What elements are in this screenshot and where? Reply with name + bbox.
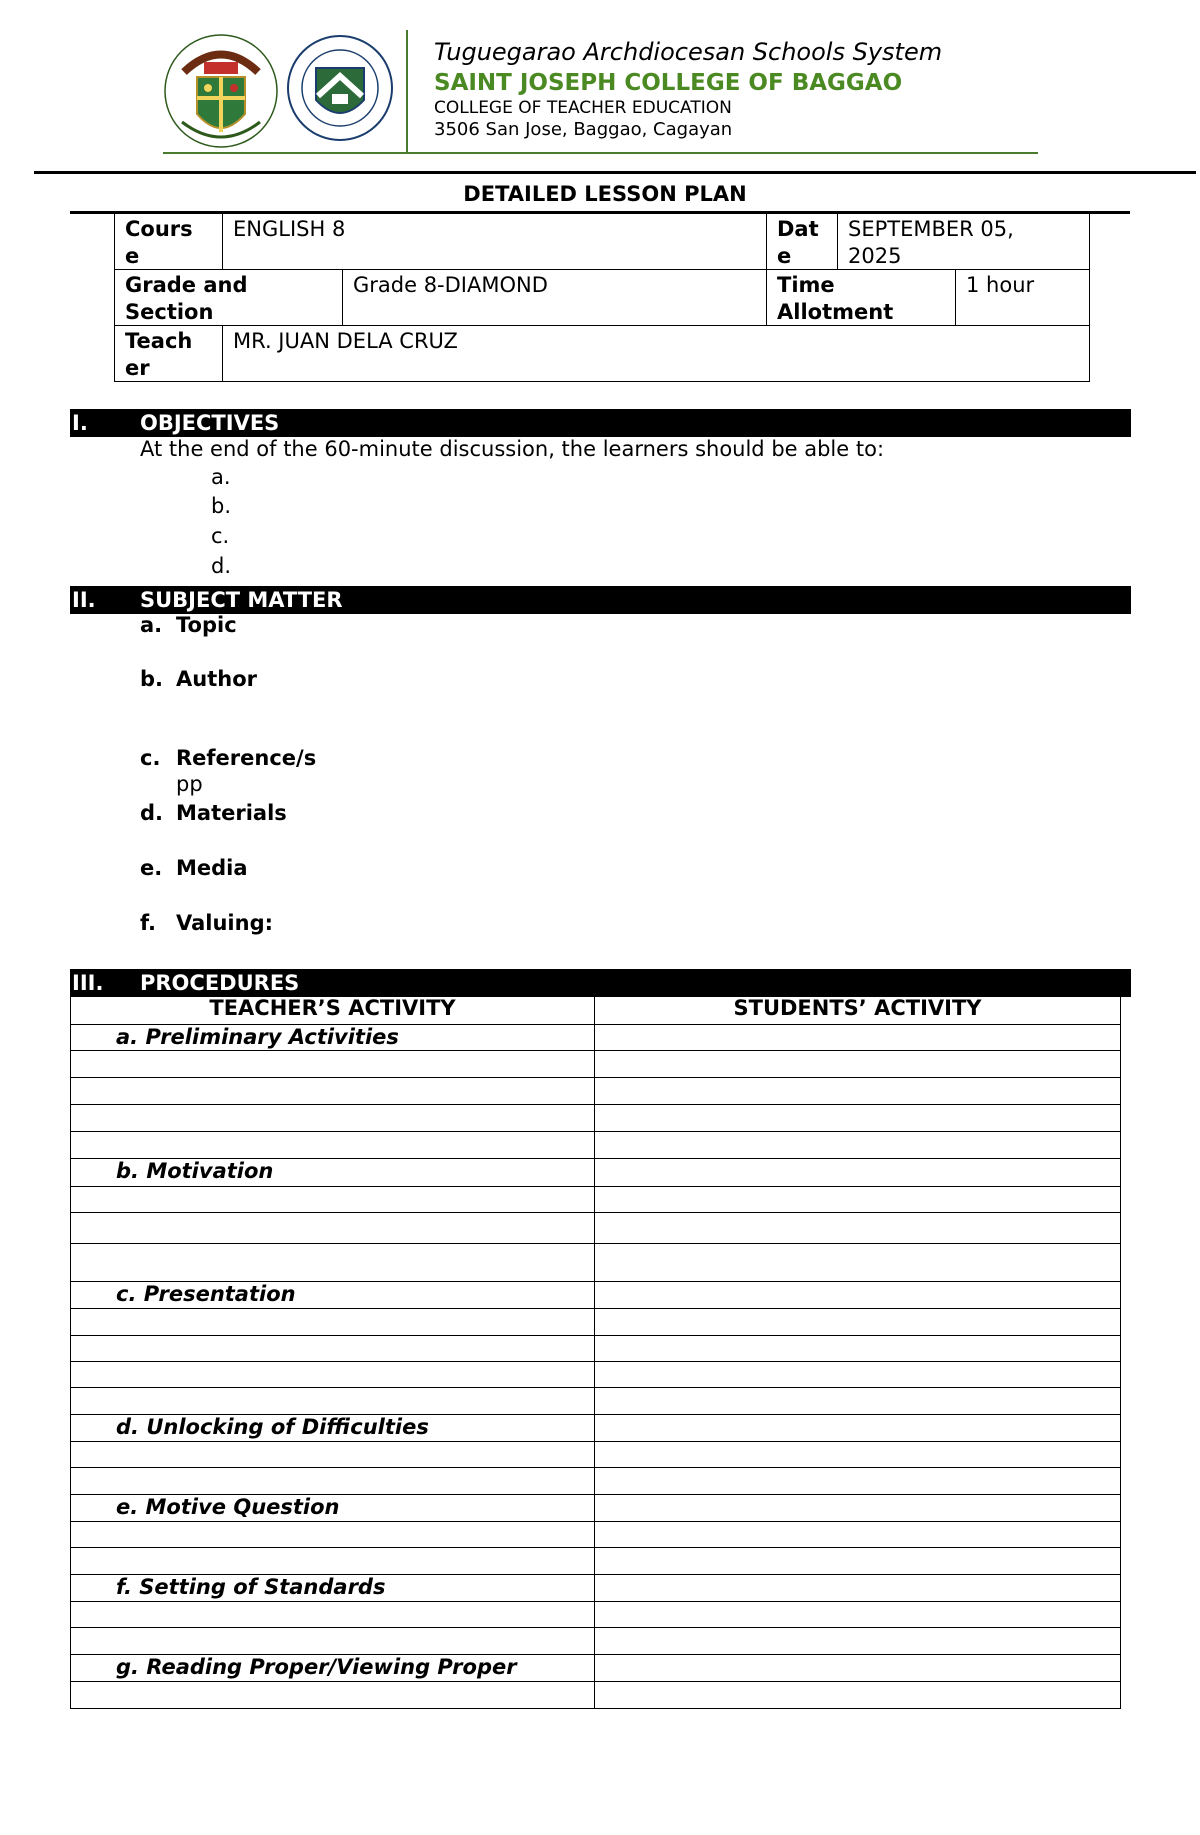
date-label: Dat e	[766, 213, 838, 270]
table-row	[71, 1522, 1121, 1548]
time-allotment-label: Time Allotment	[766, 269, 956, 326]
document-title: DETAILED LESSON PLAN	[463, 182, 747, 206]
left-logo	[162, 32, 280, 150]
table-row	[71, 1309, 1121, 1336]
teacher-cell[interactable]	[71, 1187, 595, 1213]
subject-matter-heading: SUBJECT MATTER	[140, 588, 343, 612]
teacher-cell[interactable]	[71, 1602, 595, 1628]
materials-label: d. Materials	[140, 801, 287, 825]
references-label: c. Reference/s	[140, 746, 317, 770]
time-allotment-value: 1 hour	[955, 269, 1090, 326]
procedures-heading-bar	[70, 969, 1131, 997]
teacher-activity-header: TEACHER’S ACTIVITY	[71, 996, 595, 1025]
table-row	[71, 1132, 1121, 1159]
student-cell[interactable]	[595, 1415, 1121, 1442]
table-row	[71, 1282, 1121, 1309]
table-row	[71, 1548, 1121, 1575]
school-system-name: Tuguegarao Archdiocesan Schools System	[434, 38, 943, 66]
teacher-cell[interactable]	[71, 1078, 595, 1105]
teacher-cell[interactable]	[71, 1336, 595, 1362]
student-cell[interactable]	[595, 1025, 1121, 1051]
table-row	[71, 1336, 1121, 1362]
course-value: ENGLISH 8	[222, 213, 767, 270]
subject-matter-heading-bar	[70, 586, 1131, 614]
student-cell[interactable]	[595, 1442, 1121, 1468]
college-address: 3506 San Jose, Baggao, Cagayan	[434, 119, 733, 140]
college-seal-icon	[286, 34, 394, 142]
date-value: SEPTEMBER 05, 2025	[837, 213, 1090, 270]
student-cell[interactable]	[595, 1468, 1121, 1495]
table-row	[71, 1415, 1121, 1442]
grade-section-label: Grade and Section	[114, 269, 343, 326]
table-row	[71, 1025, 1121, 1051]
table-row	[71, 1213, 1121, 1244]
teacher-value: MR. JUAN DELA CRUZ	[222, 325, 1090, 382]
teacher-cell[interactable]	[71, 1213, 595, 1244]
grade-section-value: Grade 8-DIAMOND	[342, 269, 767, 326]
teacher-cell[interactable]	[71, 1548, 595, 1575]
table-row	[71, 1105, 1121, 1132]
author-label: b. Author	[140, 667, 257, 691]
media-label: e. Media	[140, 856, 248, 880]
procedures-table	[70, 995, 1121, 1709]
procedures-header-row	[71, 996, 1121, 1025]
table-row	[71, 1187, 1121, 1213]
student-cell[interactable]	[595, 1655, 1121, 1682]
teacher-cell[interactable]	[71, 1682, 595, 1709]
teacher-cell[interactable]	[71, 1522, 595, 1548]
student-cell[interactable]	[595, 1336, 1121, 1362]
table-row	[71, 1575, 1121, 1602]
procedures-heading: PROCEDURES	[140, 971, 300, 995]
references-pages-note: pp	[176, 772, 203, 796]
table-row	[71, 1468, 1121, 1495]
procedures-number: III.	[72, 971, 104, 995]
student-cell[interactable]	[595, 1132, 1121, 1159]
student-cell[interactable]	[595, 1309, 1121, 1336]
step-unlocking-of-difficulties: d. Unlocking of Difficulties	[71, 1415, 595, 1442]
step-presentation: c. Presentation	[71, 1282, 595, 1309]
teacher-cell[interactable]	[71, 1362, 595, 1388]
student-cell[interactable]	[595, 1575, 1121, 1602]
student-cell[interactable]	[595, 1105, 1121, 1132]
teacher-cell[interactable]	[71, 1105, 595, 1132]
table-row	[71, 1078, 1121, 1105]
student-cell[interactable]	[595, 1602, 1121, 1628]
student-cell[interactable]	[595, 1159, 1121, 1187]
student-cell[interactable]	[595, 1078, 1121, 1105]
teacher-cell[interactable]	[71, 1132, 595, 1159]
table-row	[71, 1244, 1121, 1282]
step-motive-question: e. Motive Question	[71, 1495, 595, 1522]
objectives-intro: At the end of the 60-minute discussion, the learners should be able to:	[140, 437, 885, 461]
student-cell[interactable]	[595, 1388, 1121, 1415]
student-cell[interactable]	[595, 1628, 1121, 1655]
teacher-cell[interactable]	[71, 1442, 595, 1468]
header-black-rule	[34, 171, 1196, 174]
objectives-heading: OBJECTIVES	[140, 411, 280, 435]
table-row	[71, 1628, 1121, 1655]
right-logo	[286, 34, 394, 142]
valuing-label: f. Valuing:	[140, 911, 274, 935]
teacher-cell[interactable]	[71, 1051, 595, 1078]
student-cell[interactable]	[595, 1522, 1121, 1548]
student-cell[interactable]	[595, 1187, 1121, 1213]
objective-item: a.	[211, 465, 231, 489]
table-row	[71, 1442, 1121, 1468]
step-preliminary-activities: a. Preliminary Activities	[71, 1025, 595, 1051]
table-row	[71, 1388, 1121, 1415]
subject-matter-number: II.	[72, 588, 96, 612]
college-name: SAINT JOSEPH COLLEGE OF BAGGAO	[434, 70, 903, 96]
teacher-cell[interactable]	[71, 1468, 595, 1495]
table-row	[71, 1051, 1121, 1078]
table-row	[71, 1159, 1121, 1187]
teacher-cell[interactable]	[71, 1244, 595, 1282]
archdiocesan-seal-icon	[162, 32, 280, 150]
objective-item: c.	[211, 524, 230, 548]
teacher-label: Teach er	[114, 325, 223, 382]
table-row	[71, 1362, 1121, 1388]
student-cell[interactable]	[595, 1282, 1121, 1309]
student-cell[interactable]	[595, 1362, 1121, 1388]
objectives-heading-bar	[70, 409, 1131, 437]
student-cell[interactable]	[595, 1495, 1121, 1522]
department-name: COLLEGE OF TEACHER EDUCATION	[434, 98, 732, 118]
objectives-number: I.	[72, 411, 88, 435]
header-vertical-rule	[406, 30, 408, 152]
course-label: Cours e	[114, 213, 223, 270]
table-row	[71, 1682, 1121, 1709]
step-setting-of-standards: f. Setting of Standards	[71, 1575, 595, 1602]
step-reading-viewing-proper: g. Reading Proper/Viewing Proper	[71, 1655, 595, 1682]
student-cell[interactable]	[595, 1213, 1121, 1244]
objective-item: d.	[211, 554, 232, 578]
topic-label: a. Topic	[140, 613, 237, 637]
teacher-cell[interactable]	[71, 1309, 595, 1336]
objective-item: b.	[211, 494, 232, 518]
teacher-cell[interactable]	[71, 1388, 595, 1415]
student-cell[interactable]	[595, 1051, 1121, 1078]
table-row	[71, 1602, 1121, 1628]
table-row	[71, 1655, 1121, 1682]
table-row	[71, 1495, 1121, 1522]
header-green-rule	[163, 152, 1038, 154]
teacher-cell[interactable]	[71, 1628, 595, 1655]
student-cell[interactable]	[595, 1244, 1121, 1282]
step-motivation: b. Motivation	[71, 1159, 595, 1187]
student-cell[interactable]	[595, 1548, 1121, 1575]
students-activity-header: STUDENTS’ ACTIVITY	[595, 996, 1121, 1025]
student-cell[interactable]	[595, 1682, 1121, 1709]
